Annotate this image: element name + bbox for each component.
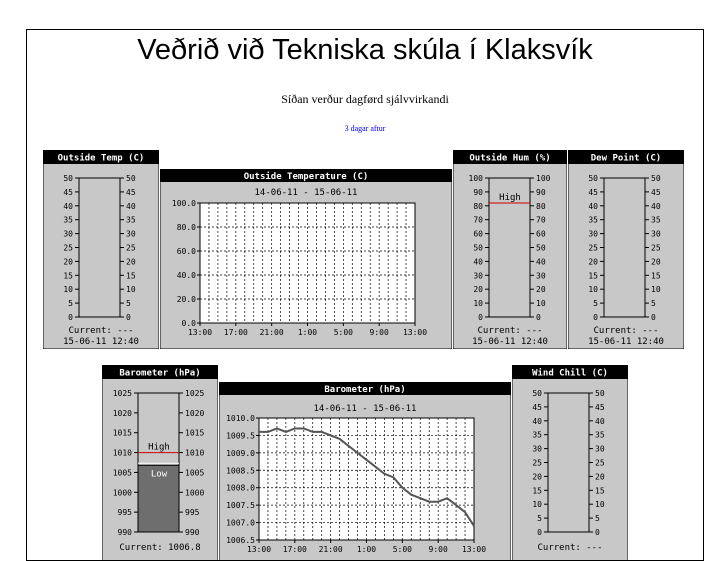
gauge-tick-label-right: 40 [651, 201, 661, 211]
gauge-tick-label-left: 25 [588, 243, 598, 253]
outside-hum-timestamp: 15-06-11 12:40 [472, 337, 548, 347]
gauge-tick-label-left: 40 [588, 201, 598, 211]
barometer-chart-title: Barometer (hPa) [324, 385, 406, 395]
gauge-tick-label-right: 995 [185, 508, 200, 518]
x-tick-label: 13:00 [402, 328, 428, 337]
gauge-tick-label-left: 1005 [112, 468, 132, 478]
gauge-tick-label-left: 35 [532, 430, 542, 440]
gauge-tick-label-left: 10 [532, 500, 542, 510]
gauge-tick-label-right: 20 [651, 257, 661, 267]
gauge-tick-label-left: 15 [63, 271, 73, 281]
gauge-tick-label-left: 30 [588, 229, 598, 239]
gauge-tick-label-right: 45 [651, 187, 661, 197]
outside-temp-bar [79, 178, 120, 317]
gauge-tick-label-right: 1020 [185, 408, 205, 418]
gauge-tick-label-left: 5 [593, 299, 598, 309]
gauge-tick-label-right: 10 [651, 285, 661, 295]
gauge-tick-label-left: 1010 [112, 448, 132, 458]
y-tick-label: 1009.0 [226, 448, 255, 458]
gauge-tick-label-left: 5 [68, 299, 73, 309]
gauge-tick-label-left: 45 [588, 187, 598, 197]
x-tick-label: 21:00 [318, 545, 343, 554]
dew-point-current: Current: --- [593, 326, 659, 336]
y-tick-label: 20.0 [176, 295, 196, 304]
gauge-tick-label-left: 35 [63, 215, 73, 225]
barometer-date-range: 14-06-11 - 15-06-11 [313, 404, 417, 414]
gauge-tick-label-left: 1015 [112, 428, 132, 438]
gauge-tick-label-left: 30 [473, 271, 483, 281]
dew-point-timestamp: 15-06-11 12:40 [588, 337, 664, 347]
gauge-tick-label-right: 15 [651, 271, 661, 281]
y-tick-label: 1008.5 [226, 466, 255, 476]
y-tick-label: 60.0 [176, 247, 196, 256]
gauge-tick-label-right: 1015 [185, 428, 205, 438]
outside-temperature-chart-title: Outside Temperature (C) [243, 172, 369, 182]
wind-chill-title: Wind Chill (C) [532, 368, 608, 379]
gauge-tick-label-right: 10 [595, 500, 605, 510]
x-tick-label: 13:00 [246, 545, 272, 554]
gauge-tick-label-left: 40 [473, 257, 483, 267]
gauge-tick-label-left: 40 [532, 416, 542, 426]
gauge-tick-label-right: 10 [536, 299, 546, 309]
gauge-tick-label-left: 90 [473, 187, 483, 197]
x-tick-label: 17:00 [282, 545, 307, 554]
gauge-tick-label-left: 70 [473, 215, 483, 225]
gauge-tick-label-left: 45 [532, 402, 542, 412]
gauge-tick-label-right: 45 [595, 402, 605, 412]
dew-point-gauge [568, 150, 684, 349]
y-tick-label: 1007.0 [226, 518, 255, 528]
y-tick-label: 1010.0 [226, 414, 255, 423]
wind-chill-bar [548, 393, 589, 532]
gauge-tick-label-left: 60 [473, 229, 483, 239]
gauge-tick-label-right: 1025 [185, 389, 205, 398]
gauge-tick-label-right: 35 [595, 430, 605, 440]
gauge-tick-label-right: 0 [595, 528, 600, 537]
barometer-chart [219, 382, 511, 561]
gauge-tick-label-right: 5 [126, 299, 131, 309]
x-tick-label: 21:00 [259, 328, 284, 337]
gauge-tick-label-right: 30 [126, 229, 136, 239]
gauge-tick-label-right: 40 [595, 416, 605, 426]
gauge-tick-label-left: 15 [588, 271, 598, 281]
gauge-tick-label-right: 70 [536, 215, 546, 225]
gauge-tick-label-right: 50 [651, 174, 661, 183]
gauge-tick-label-right: 30 [651, 229, 661, 239]
outside-temp-current: Current: --- [68, 326, 134, 336]
gauge-tick-label-right: 45 [126, 187, 136, 197]
y-tick-label: 40.0 [176, 271, 196, 280]
gauge-tick-label-left: 20 [532, 472, 542, 482]
gauge-tick-label-left: 100 [468, 174, 483, 183]
gauge-tick-label-left: 0 [478, 313, 483, 322]
x-tick-label: 13:00 [461, 545, 487, 554]
gauge-tick-label-right: 15 [126, 271, 136, 281]
gauge-tick-label-right: 80 [536, 201, 546, 211]
gauge-tick-label-left: 30 [63, 229, 73, 239]
barometer-high-label: High [148, 442, 170, 453]
gauge-tick-label-left: 10 [473, 299, 483, 309]
gauge-tick-label-left: 10 [63, 285, 73, 295]
page-frame [26, 29, 704, 561]
dew-point-title: Dew Point (C) [590, 153, 662, 164]
gauge-tick-label-right: 1005 [185, 468, 205, 478]
gauge-tick-label-left: 20 [473, 285, 483, 295]
gauge-tick-label-left: 10 [588, 285, 598, 295]
x-tick-label: 13:00 [187, 328, 213, 337]
gauge-tick-label-right: 50 [126, 174, 136, 183]
gauge-tick-label-right: 30 [595, 444, 605, 454]
gauge-tick-label-left: 0 [68, 313, 73, 322]
gauge-tick-label-left: 20 [588, 257, 598, 267]
gauge-tick-label-right: 90 [536, 187, 546, 197]
gauge-tick-label-right: 40 [126, 201, 136, 211]
outside-temperature-date-range: 14-06-11 - 15-06-11 [254, 188, 358, 198]
y-tick-label: 1009.5 [226, 431, 255, 441]
y-tick-label: 0.0 [181, 319, 196, 328]
y-tick-label: 80.0 [176, 223, 196, 232]
gauge-tick-label-left: 0 [537, 528, 542, 537]
gauge-tick-label-left: 0 [593, 313, 598, 322]
gauge-tick-label-right: 25 [126, 243, 136, 253]
barometer-current: Current: 1006.8 [119, 543, 201, 553]
gauge-tick-label-left: 40 [63, 201, 73, 211]
wind-chill-gauge [512, 365, 628, 561]
gauge-tick-label-right: 25 [595, 458, 605, 468]
gauge-tick-label-right: 35 [651, 215, 661, 225]
outside-temp-timestamp: 15-06-11 12:40 [63, 337, 139, 347]
gauge-tick-label-left: 5 [537, 514, 542, 524]
gauge-tick-label-left: 35 [588, 215, 598, 225]
gauge-tick-label-left: 25 [532, 458, 542, 468]
x-tick-label: 17:00 [223, 328, 248, 337]
gauge-tick-label-left: 20 [63, 257, 73, 267]
gauge-tick-label-left: 15 [532, 486, 542, 496]
gauge-tick-label-right: 35 [126, 215, 136, 225]
gauge-tick-label-right: 15 [595, 486, 605, 496]
wind-chill-current: Current: --- [537, 543, 603, 553]
gauge-tick-label-right: 5 [651, 299, 656, 309]
gauge-tick-label-right: 60 [536, 229, 546, 239]
gauge-tick-label-left: 25 [63, 243, 73, 253]
x-tick-label: 9:00 [369, 328, 389, 337]
gauge-tick-label-left: 50 [588, 174, 598, 183]
gauge-tick-label-right: 0 [651, 313, 656, 322]
page-title: Veðrið við Tekniska skúla í Klaksvík [137, 34, 593, 66]
gauge-tick-label-left: 50 [532, 389, 542, 398]
gauge-tick-label-left: 50 [63, 174, 73, 183]
x-tick-label: 1:00 [356, 545, 377, 554]
three-days-back-link[interactable]: 3 dagar aftur [344, 124, 386, 133]
gauge-tick-label-right: 20 [126, 257, 136, 267]
x-tick-label: 5:00 [333, 328, 353, 337]
gauge-tick-label-right: 1010 [185, 448, 205, 458]
gauge-tick-label-right: 990 [185, 528, 200, 537]
y-tick-label: 100.0 [171, 199, 196, 208]
outside-temperature-chart [160, 169, 452, 349]
gauge-tick-label-right: 1000 [185, 488, 205, 498]
x-tick-label: 1:00 [297, 328, 318, 337]
barometer-low-label: Low [150, 469, 168, 480]
outside-temp-gauge [43, 150, 159, 349]
gauge-tick-label-left: 30 [532, 444, 542, 454]
barometer-gauge [102, 365, 218, 561]
gauge-tick-label-left: 1000 [112, 488, 132, 498]
gauge-tick-label-left: 45 [63, 187, 73, 197]
y-tick-label: 1008.0 [226, 483, 255, 493]
gauge-tick-label-right: 20 [595, 472, 605, 482]
y-tick-label: 1007.5 [226, 501, 255, 511]
gauge-tick-label-right: 0 [126, 313, 131, 322]
gauge-tick-label-left: 1020 [112, 408, 132, 418]
gauge-tick-label-right: 25 [651, 243, 661, 253]
gauge-tick-label-right: 40 [536, 257, 546, 267]
gauge-tick-label-left: 1025 [112, 389, 132, 398]
x-tick-label: 5:00 [392, 545, 412, 554]
gauge-tick-label-right: 50 [536, 243, 546, 253]
gauge-tick-label-right: 20 [536, 285, 546, 295]
outside-hum-gauge [453, 150, 567, 349]
gauge-tick-label-right: 0 [536, 313, 541, 322]
outside-hum-current: Current: --- [477, 326, 543, 336]
gauge-tick-label-left: 50 [473, 243, 483, 253]
outside-hum-high-label: High [499, 193, 521, 204]
gauge-tick-label-right: 30 [536, 271, 546, 281]
outside-hum-title: Outside Hum (%) [469, 153, 551, 164]
page-subtitle: Síðan verður dagførd sjálvvirkandi [281, 92, 449, 106]
y-tick-label: 1006.5 [226, 536, 255, 545]
barometer-gauge-title: Barometer (hPa) [119, 368, 201, 379]
x-tick-label: 9:00 [428, 545, 448, 554]
gauge-tick-label-left: 990 [117, 528, 132, 537]
gauge-tick-label-left: 995 [117, 508, 132, 518]
dew-point-bar [604, 178, 645, 317]
outside-temp-title: Outside Temp (C) [57, 153, 145, 164]
gauge-tick-label-right: 100 [536, 174, 551, 183]
gauge-tick-label-right: 50 [595, 389, 605, 398]
gauge-tick-label-left: 80 [473, 201, 483, 211]
gauge-tick-label-right: 10 [126, 285, 136, 295]
gauge-tick-label-right: 5 [595, 514, 600, 524]
